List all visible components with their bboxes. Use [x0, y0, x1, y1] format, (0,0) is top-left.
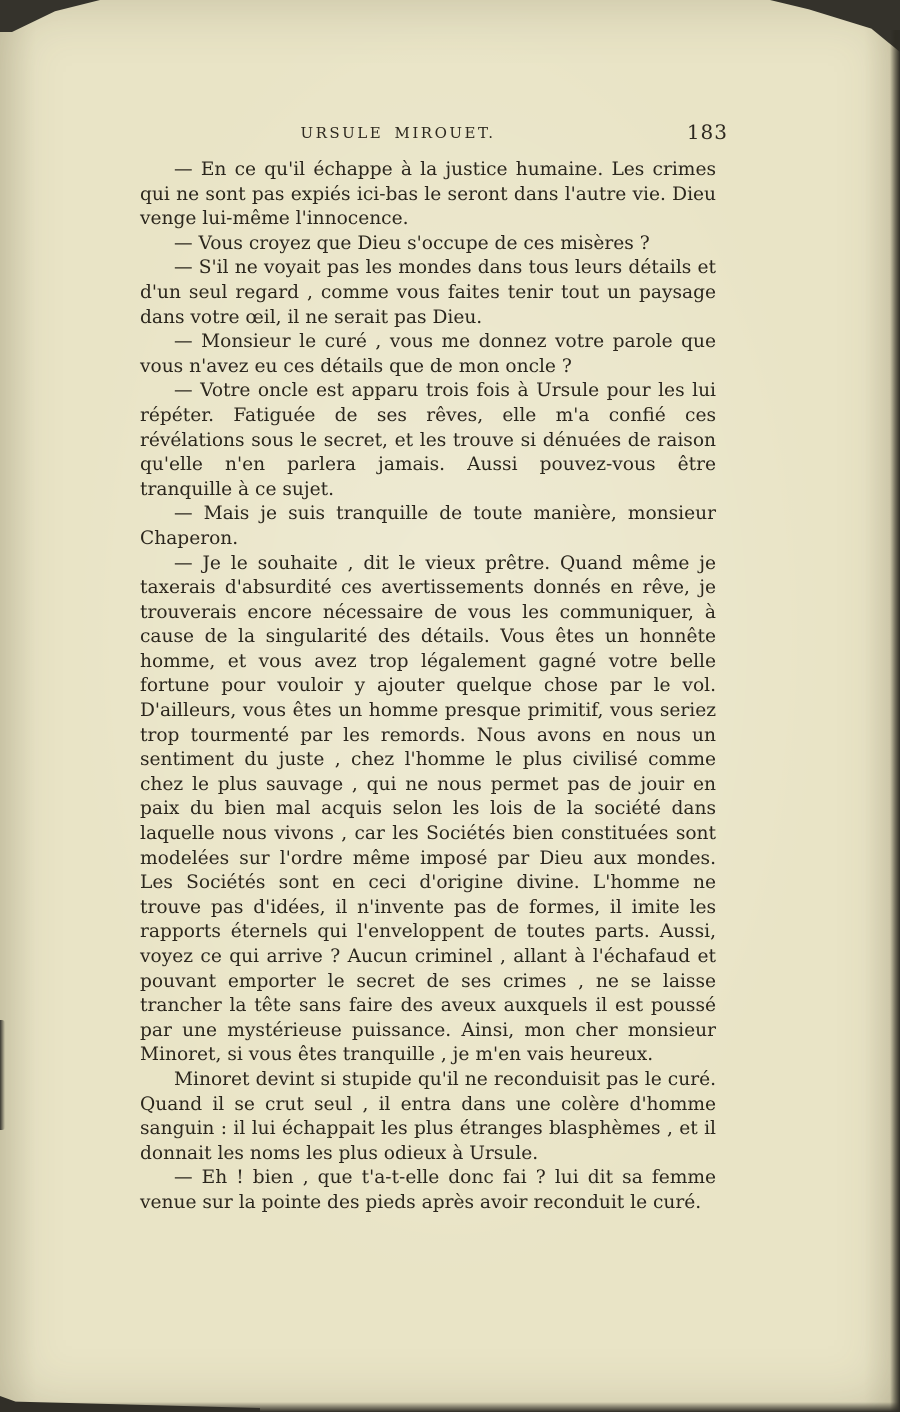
paragraph-dialogue: — S'il ne voyait pas les mondes dans tous leurs détails et d'un seul regard , comme vous faites tenir tout un paysage dans votre œil, il ne serait pas Dieu. — [140, 257, 716, 328]
scan-artifact-edge-bottom — [0, 1402, 900, 1412]
paragraph-dialogue: — Votre oncle est apparu trois fois à Ursule pour les lui répéter. Fatiguée de ses rêves, elle m'a confié ces révélations sous le secret, et les trouve si dénuées de raison qu'elle n'en parlera jamais. Aussi pouvez-vous être tranquille à ce sujet. — [140, 380, 716, 500]
scan-artifact-corner-bottom-left — [0, 1396, 260, 1412]
paragraph-dialogue: — Vous croyez que Dieu s'occupe de ces misères ? — [174, 232, 650, 254]
paragraph-dialogue: — Je le souhaite , dit le vieux prêtre. Quand même je taxerais d'absurdité ces avertissements donnés en rêve, je trouverais encore nécessaire de vous les communiquer, à cause de la singularité des détails. Vous êtes un honnête homme, et vous avez trop légalement gagné votre belle fortune pour vouloir y ajouter quelque chose par le vol. D'ailleurs, vous êtes un homme presque primitif, vous seriez trop tourmenté par les remords. Nous avons en nous un sentiment du juste , chez l'homme le plus civilisé comme chez le plus sauvage , qui ne nous permet pas de jouir en paix du bien mal acquis selon les lois de la société dans laquelle nous vivons , car les Sociétés bien constituées sont modelées sur l'ordre même imposé par Dieu aux mondes. Les Sociétés sont en ceci d'origine divine. L'homme ne trouve pas d'idées, il n'invente pas de formes, il imite les rapports éternels qui l'enveloppent de toutes parts. Aussi, voyez ce qui arrive ? Aucun criminel , allant à l'échafaud et pouvant emporter le secret de ses crimes , ne se laisse trancher la tête sans faire des aveux auxquels il est poussé par une mystérieuse puissance. Ainsi, mon cher monsieur Minoret, si vous êtes tranquille , je m'en vais heureux. — [140, 552, 716, 1066]
paragraph-dialogue: — Eh ! bien , que t'a-t-elle donc fai ? lui dit sa femme venue sur la pointe des pieds après avoir reconduit le curé. — [140, 1167, 716, 1213]
page-number: 183 — [686, 120, 728, 144]
page-body — [140, 158, 716, 1216]
paragraph-narration: Minoret devint si stupide qu'il ne reconduisit pas le curé. Quand il se crut seul , il entra dans une colère d'homme sanguin : il lui échappait les plus étranges blasphèmes , et il donnait les noms les plus odieux à Ursule. — [140, 1068, 716, 1164]
paragraph-dialogue: — En ce qu'il échappe à la justice humaine. Les crimes qui ne sont pas expiés ici-bas le seront dans l'autre vie. Dieu venge lui-même l'innocence. — [140, 159, 716, 230]
running-header-title: URSULE MIROUET. — [300, 124, 496, 142]
running-header — [140, 120, 728, 158]
text-column — [140, 120, 728, 1216]
paragraph-dialogue: — Mais je suis tranquille de toute manière, monsieur Chaperon. — [140, 503, 716, 549]
paragraph-dialogue: — Monsieur le curé , vous me donnez votre parole que vous n'avez eu ces détails que de mon oncle ? — [140, 331, 716, 377]
